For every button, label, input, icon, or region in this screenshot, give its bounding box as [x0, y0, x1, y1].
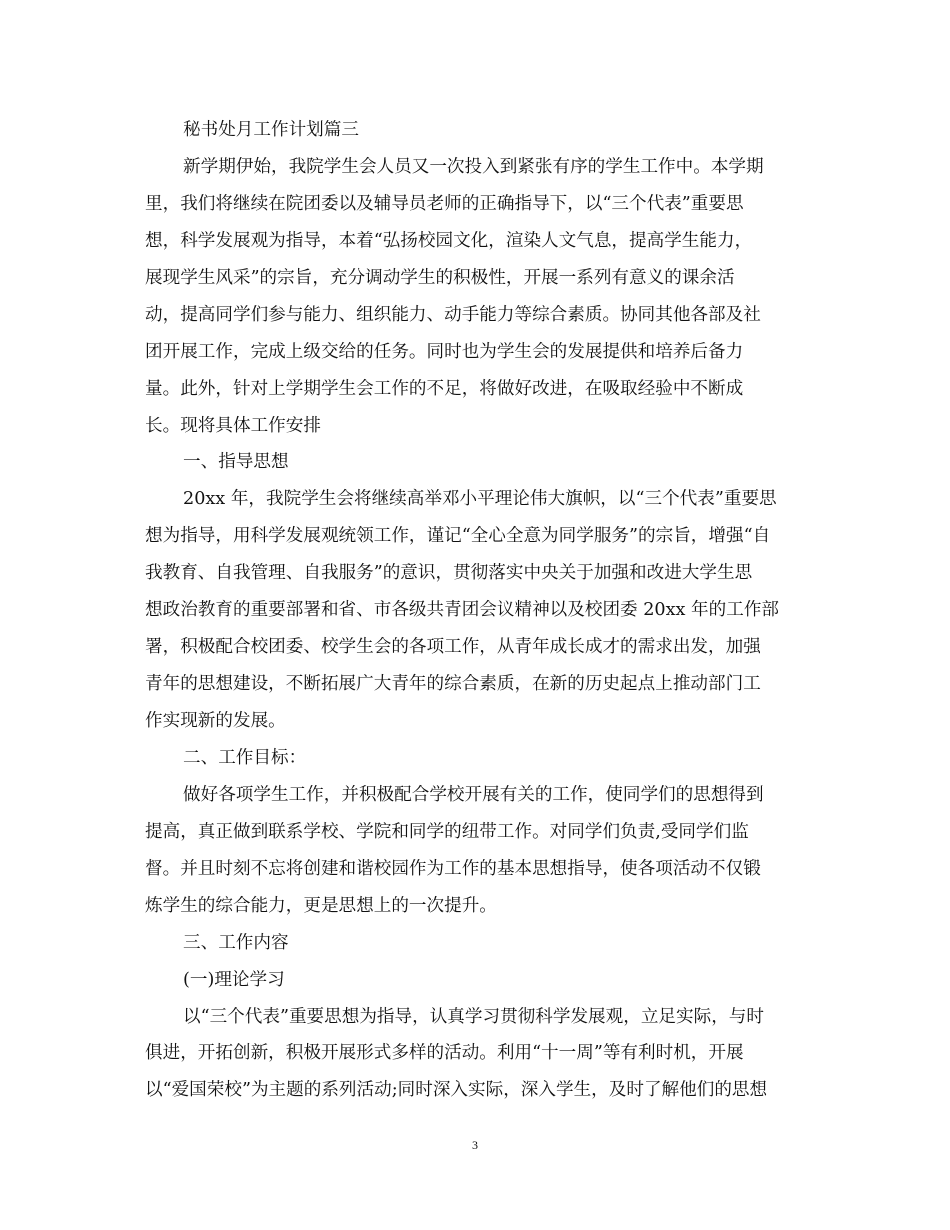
- text-line: 三、工作内容: [183, 932, 289, 953]
- document-body: [145, 116, 810, 1113]
- text-line: 团开展工作，完成上级交给的任务。同时也为学生会的发展提供和培养后备力: [145, 341, 744, 362]
- text-line: 展现学生风采”的宗旨，充分调动学生的积极性，开展一系列有意义的课余活: [145, 267, 735, 288]
- text-line: 想，科学发展观为指导，本着“弘扬校园文化，渲染人文气息，提高学生能力，: [145, 230, 753, 251]
- page-number: 3: [472, 1138, 478, 1152]
- text-line: 提高，真正做到联系学校、学院和同学的纽带工作。对同学们负责,受同学们监: [145, 821, 749, 842]
- text-line: 炼学生的综合能力，更是思想上的一次提升。: [145, 895, 497, 916]
- text-line: 想政治教育的重要部署和省、市各级共青团会议精神以及校团委 20xx 年的工作部: [145, 600, 780, 621]
- text-line: 我教育、自我管理、自我服务”的意识，贯彻落实中央关于加强和改进大学生思: [145, 563, 753, 584]
- text-line: 长。现将具体工作安排: [145, 415, 321, 436]
- text-line: 里，我们将继续在院团委以及辅导员老师的正确指导下，以“三个代表”重要思: [145, 193, 744, 214]
- text-line: (一)理论学习: [183, 969, 285, 990]
- text-line: 量。此外，针对上学期学生会工作的不足，将做好改进，在吸取经验中不断成: [145, 378, 744, 399]
- text-line: 一、指导思想: [183, 452, 289, 473]
- text-line: 动，提高同学们参与能力、组织能力、动手能力等综合素质。协同其他各部及社: [145, 304, 761, 325]
- text-line: 做好各项学生工作，并积极配合学校开展有关的工作，使同学们的思想得到: [183, 784, 764, 805]
- text-line: 20xx 年，我院学生会将继续高举邓小平理论伟大旗帜，以“三个代表”重要思: [183, 489, 777, 510]
- text-line: 以“爱国荣校”为主题的系列活动;同时深入实际，深入学生，及时了解他们的思想: [145, 1080, 768, 1101]
- text-line: 二、工作目标：: [183, 747, 307, 768]
- text-line: 署，积极配合校团委、校学生会的各项工作，从青年成长成才的需求出发，加强: [145, 637, 761, 658]
- text-line: 督。并且时刻不忘将创建和谐校园作为工作的基本思想指导，使各项活动不仅锻: [145, 858, 761, 879]
- text-line: 想为指导，用科学发展观统领工作，谨记“全心全意为同学服务”的宗旨，增强“自: [145, 526, 771, 547]
- text-line: 作实现新的发展。: [145, 711, 286, 731]
- text-line: 以“三个代表”重要思想为指导，认真学习贯彻科学发展观，立足实际，与时: [183, 1006, 764, 1027]
- text-line: 新学期伊始，我院学生会人员又一次投入到紧张有序的学生工作中。本学期: [183, 156, 764, 177]
- text-line: 秘书处月工作计划篇三: [183, 120, 359, 140]
- text-line: 俱进，开拓创新，积极开展形式多样的活动。利用“十一周”等有利时机，开展: [145, 1043, 744, 1064]
- text-line: 青年的思想建设，不断拓展广大青年的综合素质，在新的历史起点上推动部门工: [145, 674, 761, 695]
